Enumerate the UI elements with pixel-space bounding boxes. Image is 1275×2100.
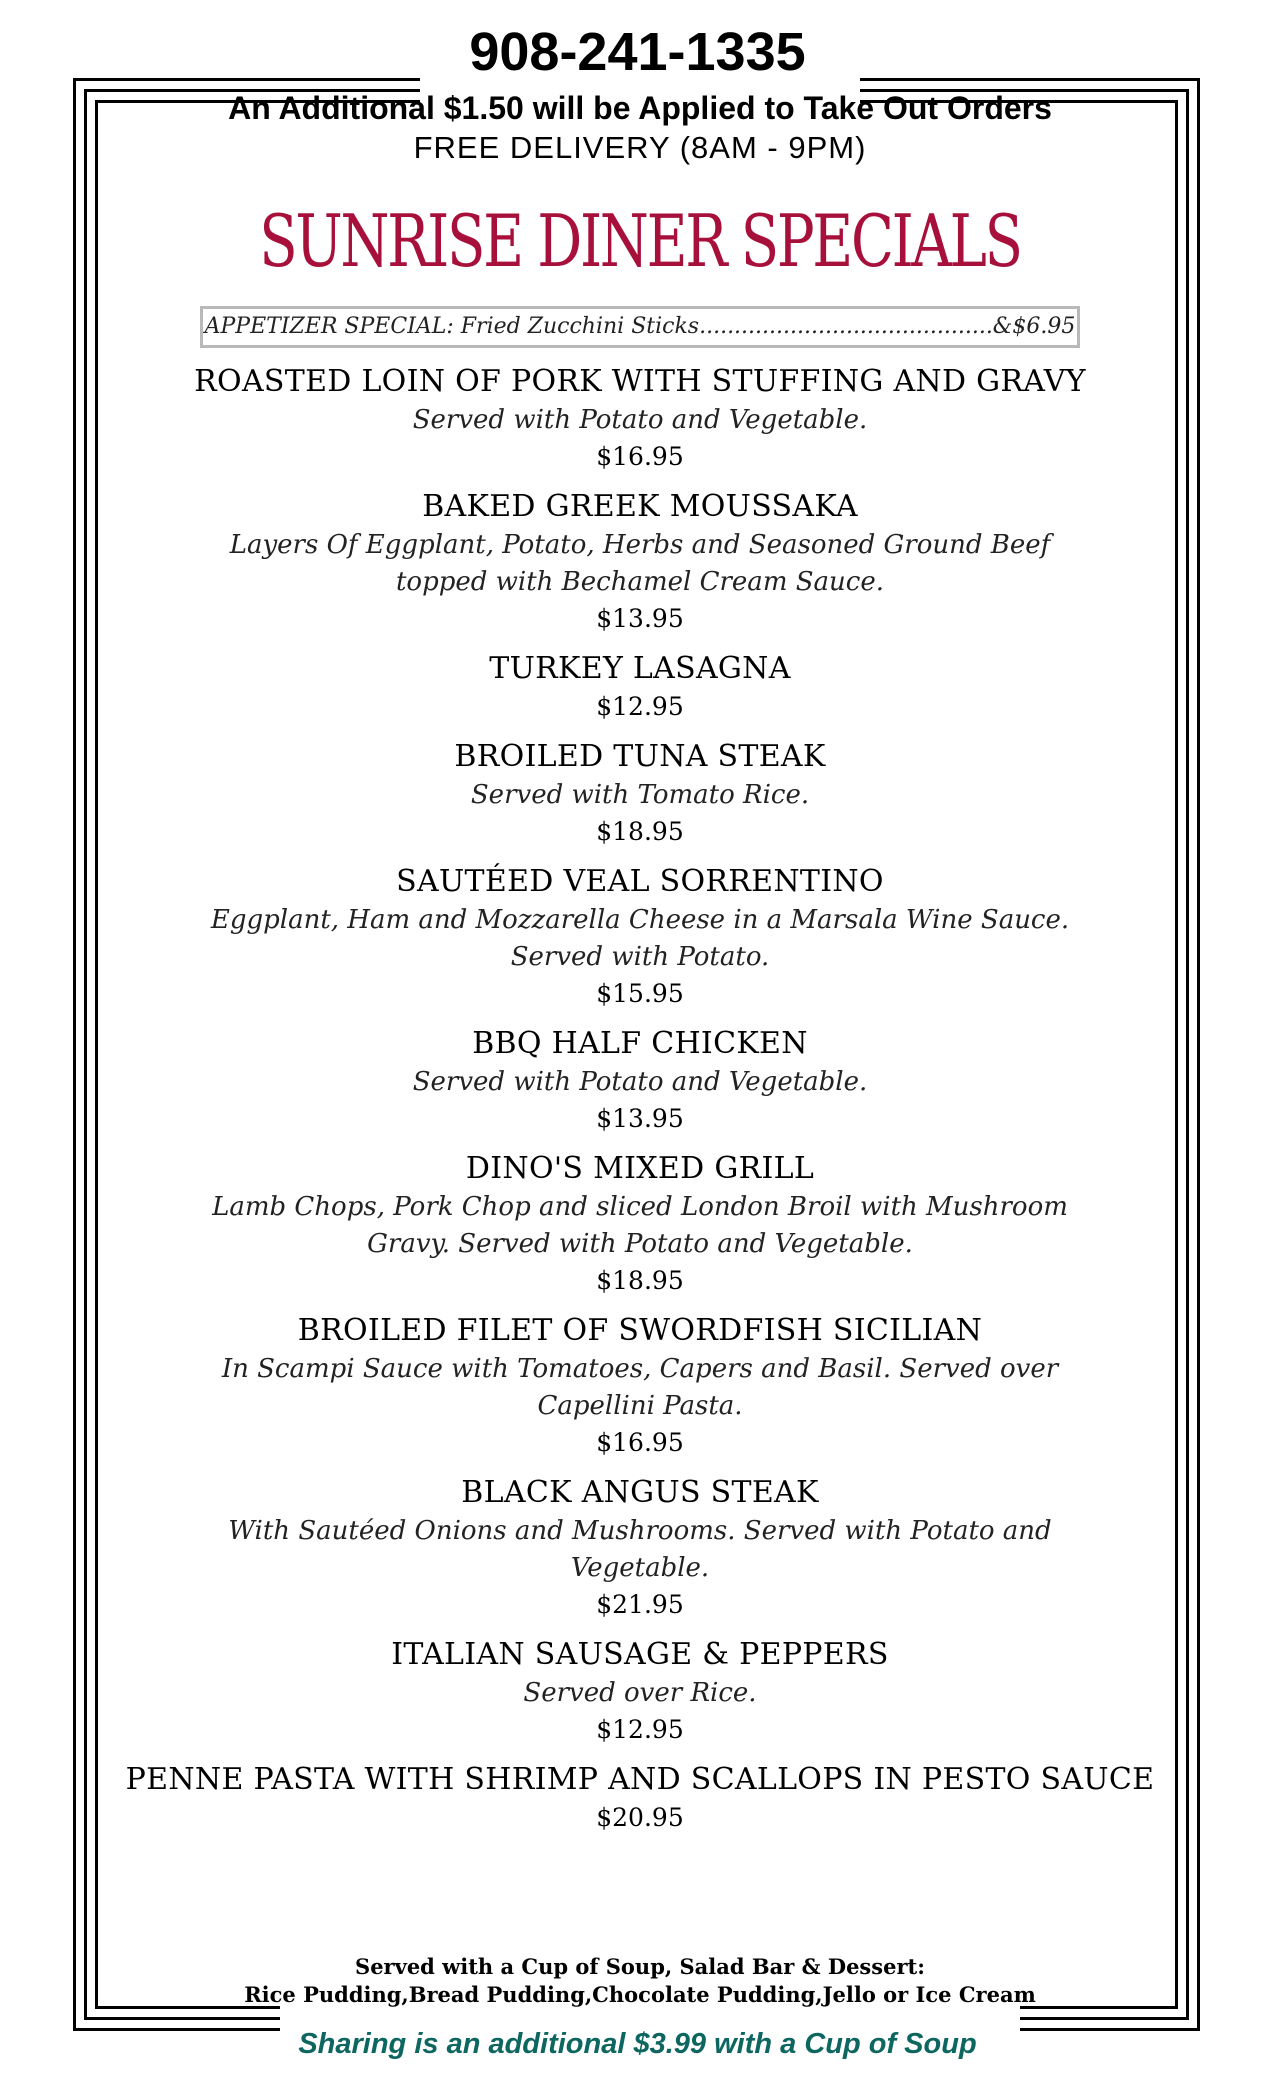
menu-item (120, 737, 1160, 850)
item-description: Served over Rice. (523, 1678, 757, 1708)
item-description: Served with Potato and Vegetable. (412, 405, 868, 435)
item-price: $13.95 (596, 1104, 684, 1133)
menu-item (120, 1149, 1160, 1299)
item-price: $15.95 (596, 979, 684, 1008)
item-price: $12.95 (596, 1715, 684, 1744)
delivery-note: FREE DELIVERY (8AM - 9PM) (413, 130, 867, 165)
item-name: TURKEY LASAGNA (489, 651, 791, 686)
footer-notes (120, 1953, 1160, 2009)
item-price: $13.95 (596, 604, 684, 633)
item-description: Lamb Chops, Pork Chop and sliced London Broil with Mushroom Gravy. Served with Potato and Vegetable. (212, 1192, 1068, 1259)
item-description: Layers Of Eggplant, Potato, Herbs and Seasoned Ground Beef topped with Bechamel Cream Sauce. (229, 530, 1051, 597)
menu-item (120, 362, 1160, 475)
item-price: $20.95 (596, 1803, 684, 1832)
item-description: With Sautéed Onions and Mushrooms. Served with Potato and Vegetable. (228, 1516, 1052, 1583)
menu-item (120, 1311, 1160, 1461)
specials-list (120, 362, 1160, 1836)
sharing-note: Sharing is an additional $3.99 with a Cup of Soup (298, 2028, 977, 2060)
menu-item (120, 1473, 1160, 1623)
item-name: SAUTÉED VEAL SORRENTINO (396, 864, 884, 899)
item-price: $12.95 (596, 692, 684, 721)
item-name: ROASTED LOIN OF PORK WITH STUFFING AND GRAVY (194, 364, 1086, 399)
menu-item (120, 862, 1160, 1012)
item-price: $16.95 (596, 1428, 684, 1457)
menu-item (120, 487, 1160, 637)
item-price: $16.95 (596, 442, 684, 471)
item-price: $18.95 (596, 817, 684, 846)
served-with-note: Served with a Cup of Soup, Salad Bar & Dessert: (355, 1954, 925, 1979)
menu-content (120, 88, 1160, 1848)
menu-title: SUNRISE DINER SPECIALS (259, 199, 1021, 283)
appetizer-special: APPETIZER SPECIAL: Fried Zucchini Sticks..........................................&$6.95 (200, 306, 1080, 348)
item-description: Served with Potato and Vegetable. (412, 1067, 868, 1097)
item-name: BAKED GREEK MOUSSAKA (422, 489, 858, 524)
menu-item (120, 1024, 1160, 1137)
item-description: Served with Tomato Rice. (470, 780, 810, 810)
item-name: BLACK ANGUS STEAK (461, 1475, 819, 1510)
menu-item (120, 1635, 1160, 1748)
item-description: Eggplant, Ham and Mozzarella Cheese in a Marsala Wine Sauce. Served with Potato. (210, 905, 1070, 972)
item-name: BBQ HALF CHICKEN (472, 1026, 808, 1061)
takeout-note: An Additional $1.50 will be Applied to Take Out Orders (228, 90, 1052, 126)
item-name: BROILED FILET OF SWORDFISH SICILIAN (297, 1313, 983, 1348)
item-name: ITALIAN SAUSAGE & PEPPERS (391, 1637, 889, 1672)
item-description: In Scampi Sauce with Tomatoes, Capers and Basil. Served over Capellini Pasta. (221, 1354, 1059, 1421)
phone-number: 908-241-1335 (469, 22, 806, 82)
item-name: DINO'S MIXED GRILL (465, 1151, 815, 1186)
dessert-options: Rice Pudding,Bread Pudding,Chocolate Pudding,Jello or Ice Cream (244, 1982, 1036, 2007)
item-price: $21.95 (596, 1590, 684, 1619)
menu-item (120, 649, 1160, 725)
menu-item (120, 1760, 1160, 1836)
item-name: BROILED TUNA STEAK (454, 739, 826, 774)
item-price: $18.95 (596, 1266, 684, 1295)
item-name: PENNE PASTA WITH SHRIMP AND SCALLOPS IN PESTO SAUCE (125, 1762, 1155, 1797)
